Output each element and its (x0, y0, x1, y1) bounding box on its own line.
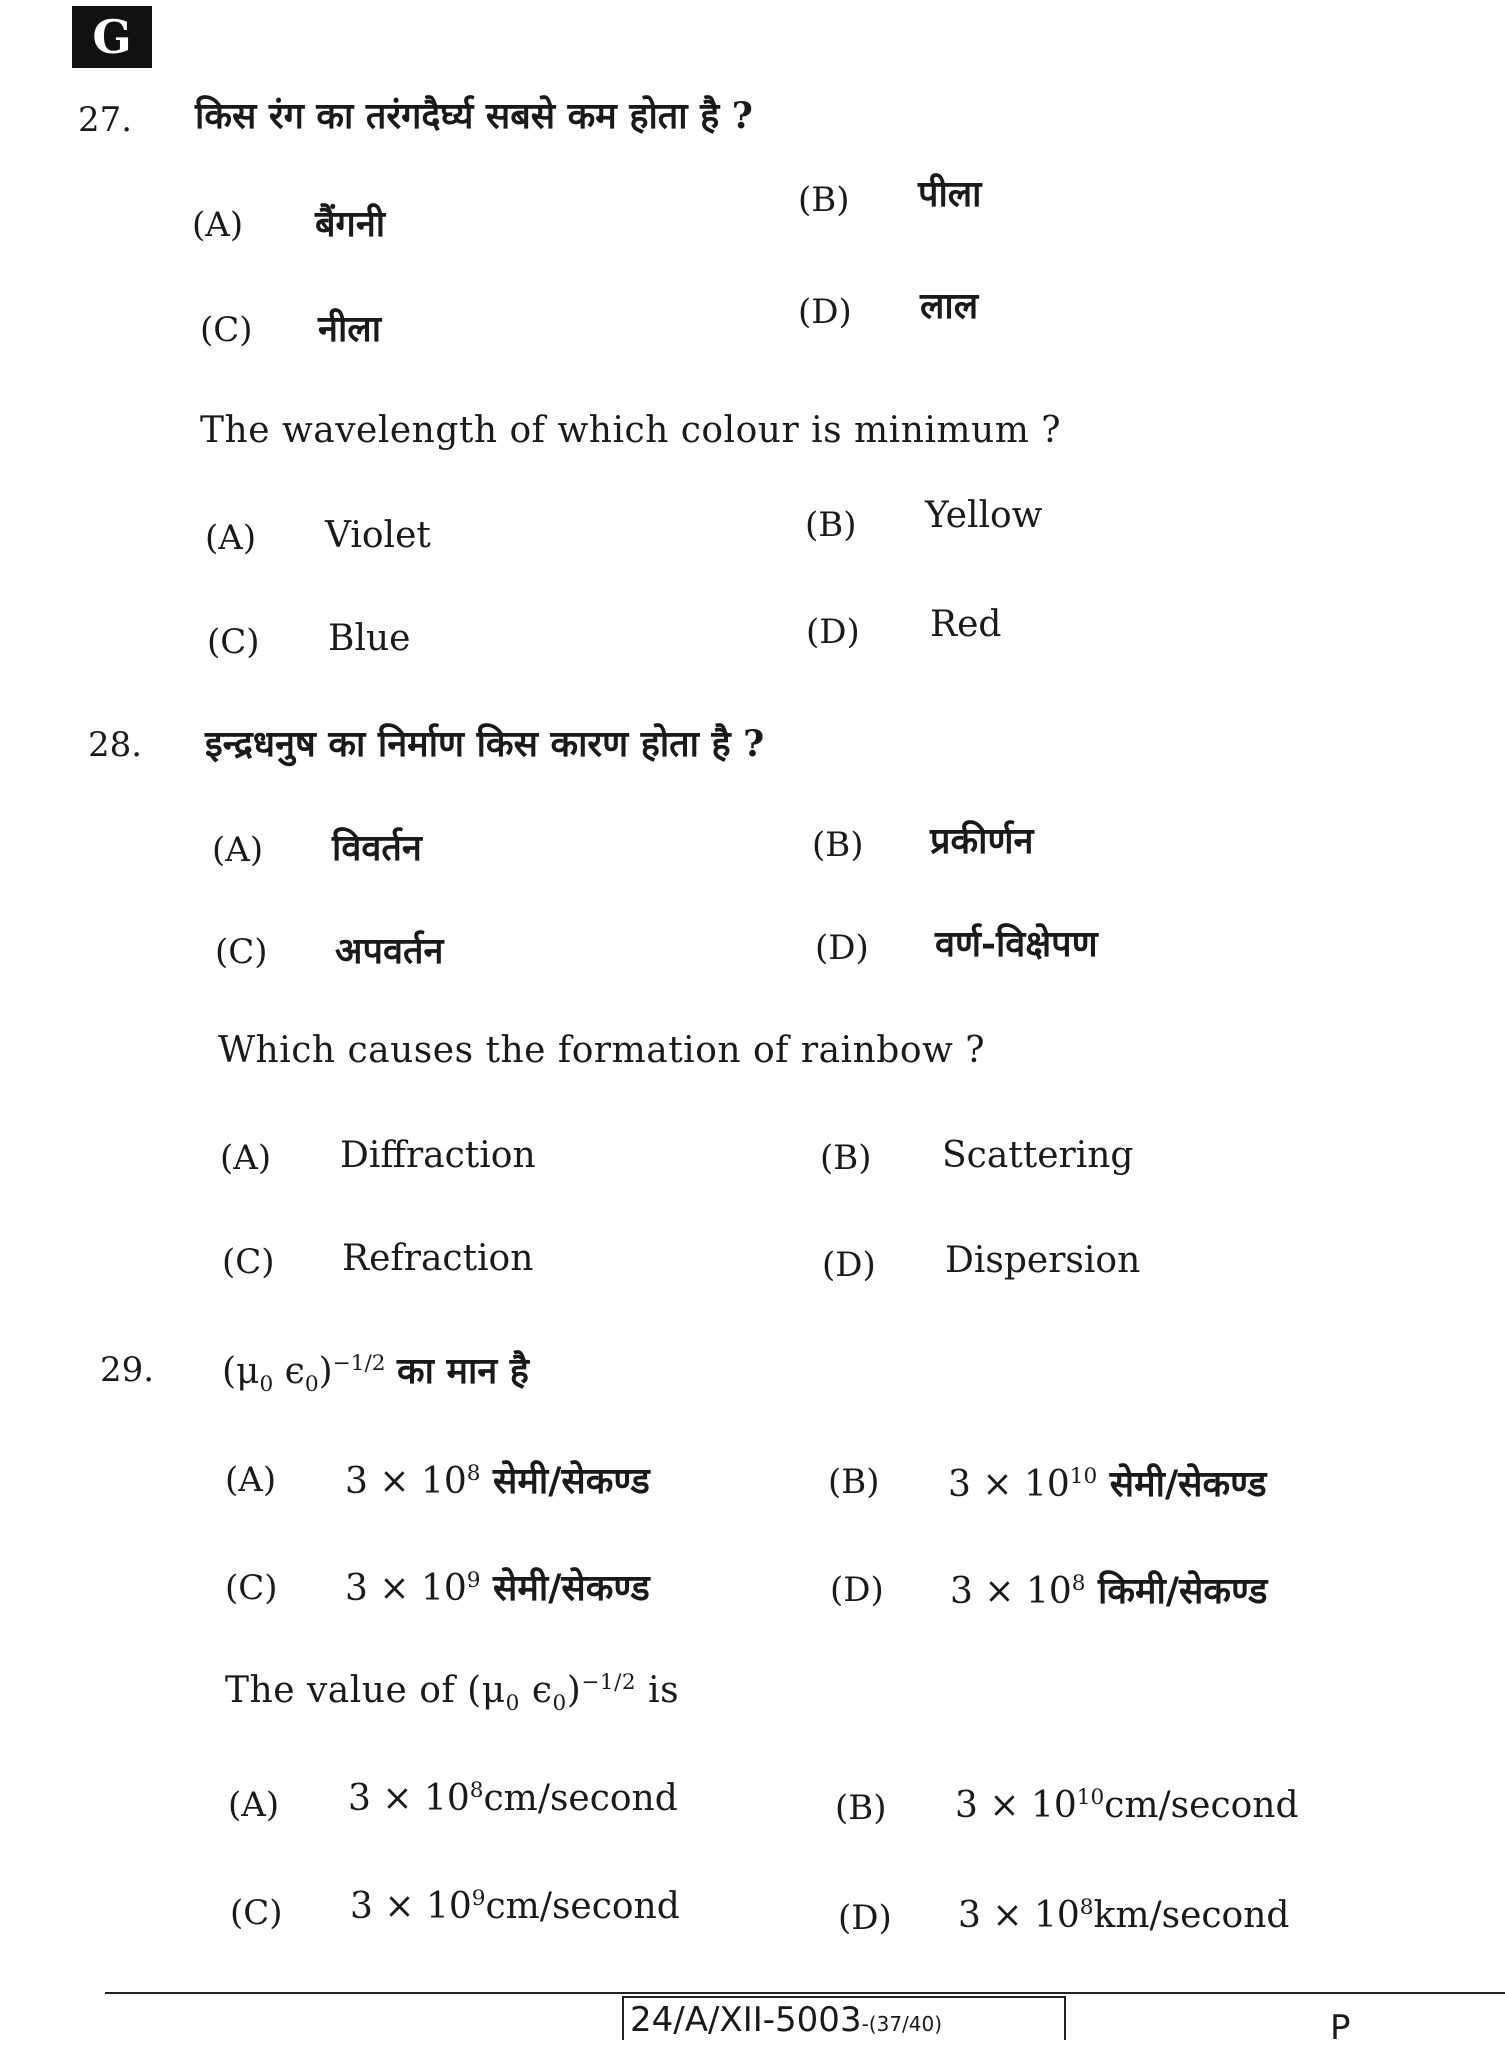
option-letter: (A) (192, 205, 244, 245)
option-text: Dispersion (945, 1240, 1141, 1281)
option-text: Scattering (942, 1135, 1134, 1176)
formula: ($\mu_0$ $\epsilon_0)^{-1/2}$ (222, 1351, 386, 1398)
option-letter: (B) (835, 1788, 887, 1828)
option-text: $3 \times 10^8$ सेमी/सेकण्ड (345, 1460, 650, 1502)
question-text-hindi: ($\mu_0$ $\epsilon_0)^{-1/2}$ का मान है (222, 1350, 529, 1398)
question-number: 28. (88, 725, 143, 765)
question-number: 27. (78, 100, 133, 140)
option-text: $3 \times 10^9cm$/second (350, 1886, 680, 1927)
option-letter: (C) (230, 1893, 283, 1933)
option-letter: (D) (815, 928, 869, 968)
set-badge: G (72, 6, 152, 68)
question-text-english: Which causes the formation of rainbow ? (218, 1030, 986, 1071)
option-text: पीला (918, 173, 982, 215)
option-text: $3 \times 10^8km$/second (958, 1895, 1290, 1936)
option-letter: (A) (205, 518, 257, 558)
option-text: Yellow (925, 495, 1043, 536)
footer-divider (105, 1992, 1505, 1994)
option-text: $3 \times 10^8$ किमी/सेकण्ड (950, 1570, 1268, 1612)
option-letter: (D) (798, 292, 852, 332)
option-letter: (B) (828, 1462, 880, 1502)
option-text: विवर्तन (332, 827, 422, 869)
option-letter: (B) (798, 180, 850, 220)
option-text: Blue (328, 618, 411, 659)
question-text-hindi: इन्द्रधनुष का निर्माण किस कारण होता है ? (205, 723, 765, 765)
formula: ($\mu_0$ $\epsilon_0)^{-1/2}$ (467, 1670, 637, 1717)
option-text: अपवर्तन (335, 930, 444, 972)
option-text: $3 \times 10^9$ सेमी/सेकण्ड (345, 1567, 650, 1609)
option-letter: (D) (806, 612, 860, 652)
option-text: Violet (325, 515, 431, 556)
option-letter: (D) (830, 1570, 884, 1610)
question-text-hindi: किस रंग का तरंगदैर्घ्य सबसे कम होता है ? (195, 95, 753, 137)
option-text: नीला (318, 308, 382, 350)
option-text: $3 \times 10^{10}$ सेमी/सेकण्ड (948, 1463, 1267, 1505)
option-letter: (A) (228, 1785, 280, 1825)
option-letter: (C) (222, 1242, 275, 1282)
option-letter: (C) (200, 310, 253, 350)
option-letter: (B) (812, 825, 864, 865)
option-letter: (D) (838, 1898, 892, 1938)
option-letter: (D) (822, 1245, 876, 1285)
option-letter: (A) (225, 1460, 277, 1500)
option-letter: (B) (805, 505, 857, 545)
option-letter: (C) (215, 932, 268, 972)
option-text: $3 \times 10^8cm$/second (348, 1778, 678, 1819)
option-text: वर्ण-विक्षेपण (935, 923, 1098, 965)
question-number: 29. (100, 1350, 155, 1390)
option-text: बैंगनी (315, 203, 386, 245)
option-text: $3 \times 10^{10}cm$/second (955, 1785, 1299, 1826)
option-text: लाल (920, 285, 979, 327)
option-letter: (C) (207, 622, 260, 662)
option-letter: (C) (225, 1568, 278, 1608)
option-letter: (A) (212, 830, 264, 870)
question-text-english: The value of ($\mu_0$ $\epsilon_0)^{-1/2}$ is (225, 1670, 680, 1717)
option-letter: (A) (220, 1138, 272, 1178)
option-letter: (B) (820, 1138, 872, 1178)
option-text: Refraction (342, 1238, 534, 1279)
option-text: प्रकीर्णन (930, 820, 1034, 862)
page-number-fragment: P (1330, 2008, 1351, 2048)
option-text: Diffraction (340, 1135, 536, 1176)
question-text-english: The wavelength of which colour is minimum ? (200, 410, 1062, 451)
paper-code: 24/A/XII-5003-(37/40) (622, 1996, 1066, 2040)
option-text: Red (930, 604, 1002, 645)
